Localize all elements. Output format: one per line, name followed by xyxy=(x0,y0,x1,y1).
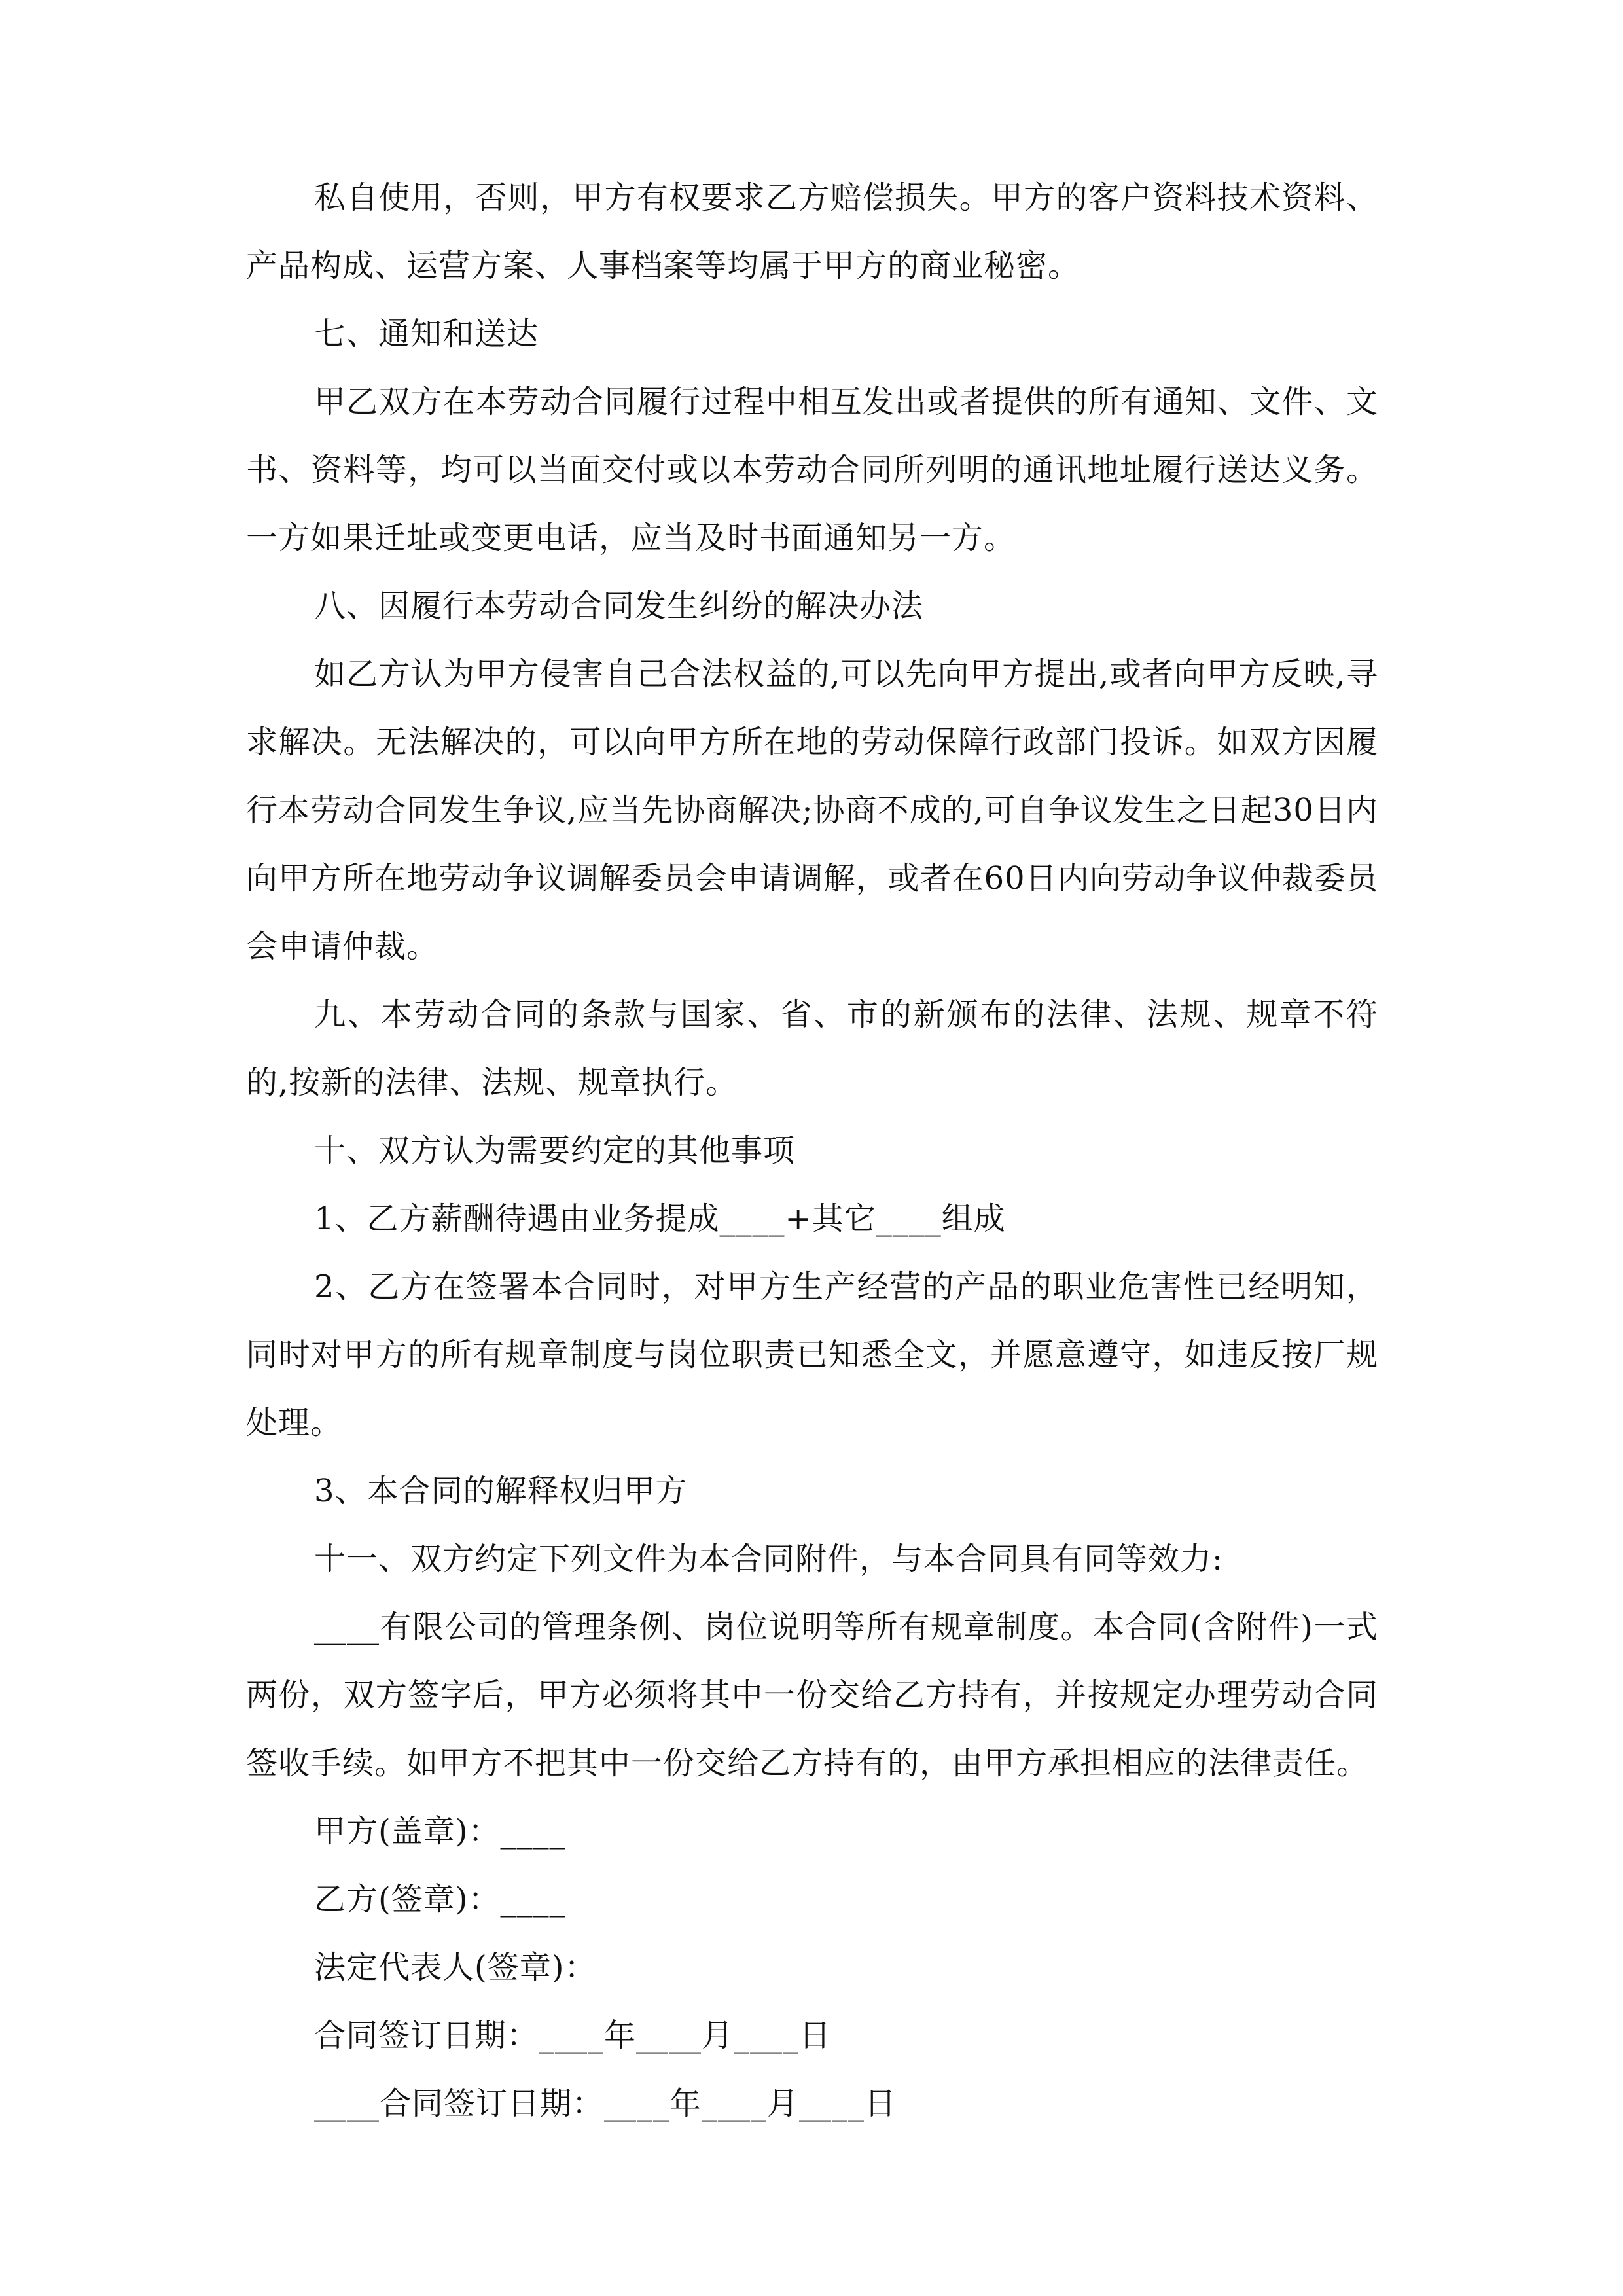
signature-party-a: 甲方(盖章)：____ xyxy=(314,1813,566,1850)
item-hazard-awareness: 2、乙方在签署本合同时，对甲方生产经营的产品的职业危害性已经明知，同时对甲方的所有规章制度与岗位职责已知悉全文，并愿意遵守，如违反按厂规处理。 xyxy=(246,1268,1378,1441)
signature-party-b: 乙方(签章)：____ xyxy=(314,1881,566,1918)
signing-date-second: ____合同签订日期：____年____月____日 xyxy=(314,2085,897,2122)
heading-notice-delivery: 七、通知和送达 xyxy=(314,315,539,352)
paragraph-law-conflict: 九、本劳动合同的条款与国家、省、市的新颁布的法律、法规、规章不符的,按新的法律、法规、规章执行。 xyxy=(246,996,1378,1101)
signature-legal-rep: 法定代表人(签章)： xyxy=(314,1949,597,1986)
signing-date: 合同签订日期：____年____月____日 xyxy=(314,2017,832,2054)
heading-dispute-resolution: 八、因履行本劳动合同发生纠纷的解决办法 xyxy=(314,588,924,624)
paragraph-notice-delivery: 甲乙双方在本劳动合同履行过程中相互发出或者提供的所有通知、文件、文书、资料等，均可以当面交付或以本劳动合同所列明的通讯地址履行送达义务。一方如果迁址或变更电话，应当及时书面通知另一方。 xyxy=(246,384,1378,556)
document-body xyxy=(246,164,1378,2138)
heading-other-matters: 十、双方认为需要约定的其他事项 xyxy=(314,1132,796,1169)
item-salary: 1、乙方薪酬待遇由业务提成____+其它____组成 xyxy=(314,1200,1006,1237)
paragraph-attachments: ____有限公司的管理条例、岗位说明等所有规章制度。本合同(含附件)一式两份，双方签字后，甲方必须将其中一份交给乙方持有，并按规定办理劳动合同签收手续。如甲方不把其中一份交给乙方持有的，由甲方承担相应的法律责任。 xyxy=(246,1609,1378,1782)
paragraph-confidentiality: 私自使用，否则，甲方有权要求乙方赔偿损失。甲方的客户资料技术资料、产品构成、运营方案、人事档案等均属于甲方的商业秘密。 xyxy=(246,179,1378,284)
heading-attachments: 十一、双方约定下列文件为本合同附件，与本合同具有同等效力: xyxy=(314,1541,1224,1577)
paragraph-dispute-resolution: 如乙方认为甲方侵害自己合法权益的,可以先向甲方提出,或者向甲方反映,寻求解决。无法解决的，可以向甲方所在地的劳动保障行政部门投诉。如双方因履行本劳动合同发生争议,应当先协商解决;协商不成的,可自争议发生之日起30日内向甲方所在地劳动争议调解委员会申请调解，或者在60日内向劳动争议仲裁委员会申请仲裁。 xyxy=(246,656,1378,965)
item-interpretation-right: 3、本合同的解释权归甲方 xyxy=(314,1473,688,1509)
